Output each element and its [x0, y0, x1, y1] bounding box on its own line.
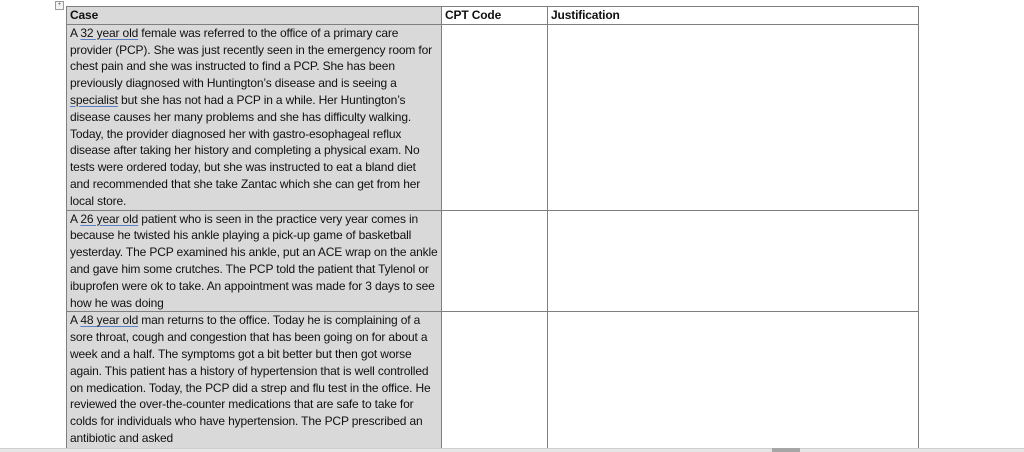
justification-cell[interactable]: [548, 24, 919, 210]
justification-cell[interactable]: [548, 210, 919, 312]
case-text: patient who is seen in the practice very year comes in because he twisted his ankle playing a pick-up game of basketball yesterday. The PCP examined his ankle, put an ACE wrap on the ankle and gave him some crutches. The PCP told the patient that Tylenol or ibuprofen were ok to take. An appointment was made for 3 days to see how he was doing: [70, 211, 438, 310]
table-row: [67, 210, 919, 312]
table-row: [67, 24, 919, 210]
table-header-row: [67, 7, 919, 25]
specialist-word: specialist: [70, 92, 118, 107]
case-text: man returns to the office. Today he is complaining of a sore throat, cough and congestion that has been going on for about a week and a half. The symptoms got a bit better but then got worse again. This patient has a history of hypertension that is well controlled on medication. Today, the PCP did a strep and flu test in the office. He reviewed the over-the-counter medications that are safe to take for colds for individuals who have hypertension. The PCP prescribed an antibiotic and asked: [70, 313, 431, 445]
case-cell[interactable]: [67, 210, 442, 312]
case-cell[interactable]: [67, 24, 442, 210]
cpt-code-cell[interactable]: [442, 24, 548, 210]
case-text: female was referred to the office of a primary care provider (PCP). She was just recently seen in the emergency room for chest pain and she was instructed to find a PCP. She has been previously diagnosed with Huntington’s disease and is seeing a: [70, 25, 432, 91]
case-prefix: A: [70, 211, 81, 226]
age-phrase: 32 year old: [80, 25, 139, 40]
cpt-code-cell[interactable]: [442, 210, 548, 312]
header-justification: Justification: [548, 7, 919, 25]
table-row: [67, 312, 919, 452]
case-cell[interactable]: [67, 312, 442, 452]
cpt-code-cell[interactable]: [442, 312, 548, 452]
case-table: [66, 6, 919, 452]
age-phrase: 48 year old: [80, 313, 139, 328]
horizontal-scrollbar[interactable]: [0, 448, 1024, 452]
case-text-continued: but she has not had a PCP in a while. Her Huntington’s disease causes her many problems and she has difficulty walking. Today, the provider diagnosed her with gastro-esophageal reflux disease after taking her history and completing a physical exam. No tests were ordered today, but she was instructed to eat a bland diet and recommended that she take Zantac which she can get from her local store.: [70, 92, 421, 208]
case-prefix: A: [70, 313, 81, 328]
header-cpt-code: CPT Code: [442, 7, 548, 25]
scrollbar-thumb[interactable]: [772, 448, 800, 452]
case-prefix: A: [70, 25, 81, 40]
age-phrase: 26 year old: [80, 211, 139, 226]
header-case: Case: [67, 7, 442, 25]
table-move-handle-icon[interactable]: +: [55, 1, 64, 10]
justification-cell[interactable]: [548, 312, 919, 452]
